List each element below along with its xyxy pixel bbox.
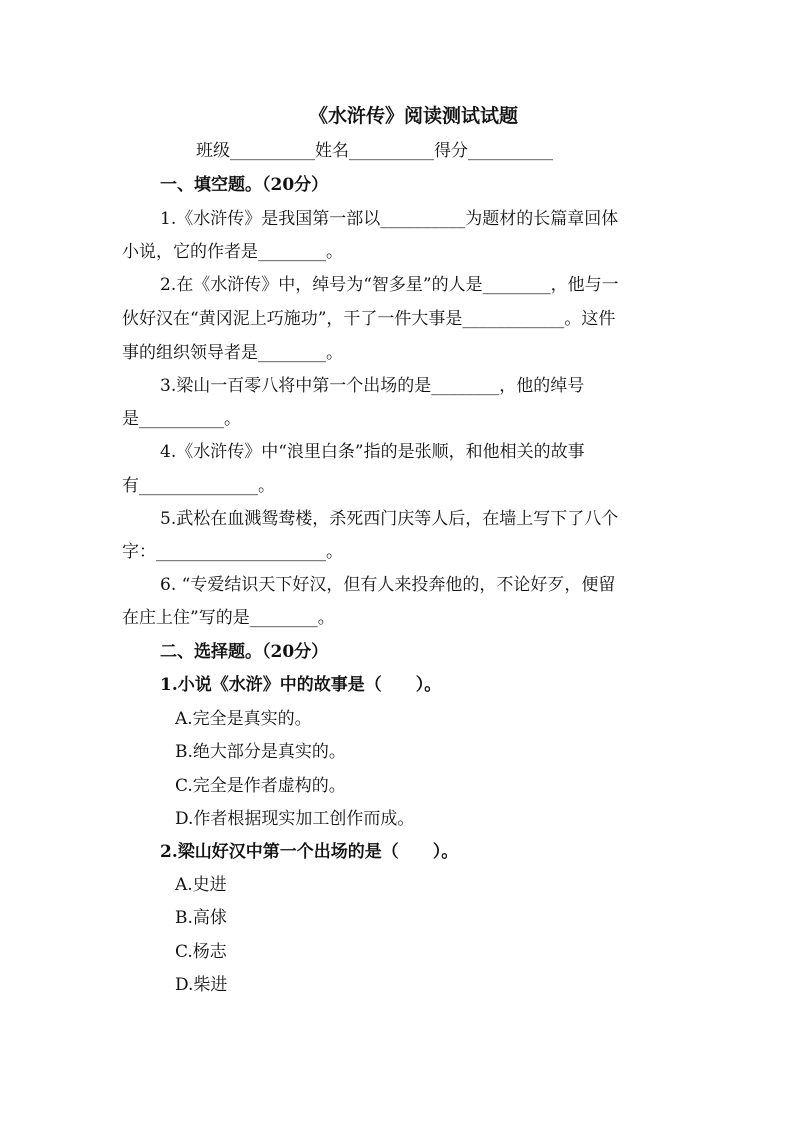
choice-question-1: 1.小说《水浒》中的故事是（ ）。 [160,675,442,695]
fill-question-1-line-2: 小说，它的作者是________。 [122,242,343,262]
fill-question-6-line-2: 在庄上住”写的是________。 [122,608,335,628]
page-title: 《水浒传》阅读测试试题 [309,105,519,127]
choice-question-2-option-a: A.史进 [175,875,227,895]
fill-question-5-line-2: 字：____________________。 [122,542,343,562]
choice-question-2: 2.梁山好汉中第一个出场的是（ ）。 [160,842,459,862]
choice-question-2-option-b: B.高俅 [175,908,227,928]
fill-question-2-line-3: 事的组织领导者是________。 [122,343,343,363]
fill-question-2-line-2: 伙好汉在“黄冈泥上巧施功”，干了一件大事是____________。这件 [122,309,616,329]
fill-question-5-line-1: 5.武松在血溅鸳鸯楼，杀死西门庆等人后，在墙上写下了八个 [160,509,619,529]
fill-question-1-line-1: 1.《水浒传》是我国第一部以__________为题材的长篇章回体 [160,209,619,229]
choice-question-1-option-b: B.绝大部分是真实的。 [175,742,346,762]
fill-question-2-line-1: 2.在《水浒传》中，绰号为“智多星”的人是________，他与一 [160,275,619,295]
choice-question-1-option-c: C.完全是作者虚构的。 [175,776,346,796]
fill-question-3-line-2: 是__________。 [122,409,241,429]
choice-question-2-option-c: C.杨志 [175,942,227,962]
section1-heading: 一、填空题。（20分） [160,175,329,195]
fill-question-4-line-2: 有______________。 [122,476,275,496]
choice-question-2-option-d: D.柴进 [175,975,228,995]
choice-question-1-option-d: D.作者根据现实加工创作而成。 [175,809,415,829]
choice-question-1-option-a: A.完全是真实的。 [175,709,312,729]
fill-question-6-line-1: 6. “专爱结识天下好汉，但有人来投奔他的，不论好歹，便留 [160,575,616,595]
fill-question-4-line-1: 4.《水浒传》中“浪里白条”指的是张顺，和他相关的故事 [160,442,585,462]
student-info-line: 班级__________姓名__________得分__________ [196,141,553,161]
fill-question-3-line-1: 3.梁山一百零八将中第一个出场的是________，他的绰号 [160,376,585,396]
section2-heading: 二、选择题。（20分） [160,642,329,662]
